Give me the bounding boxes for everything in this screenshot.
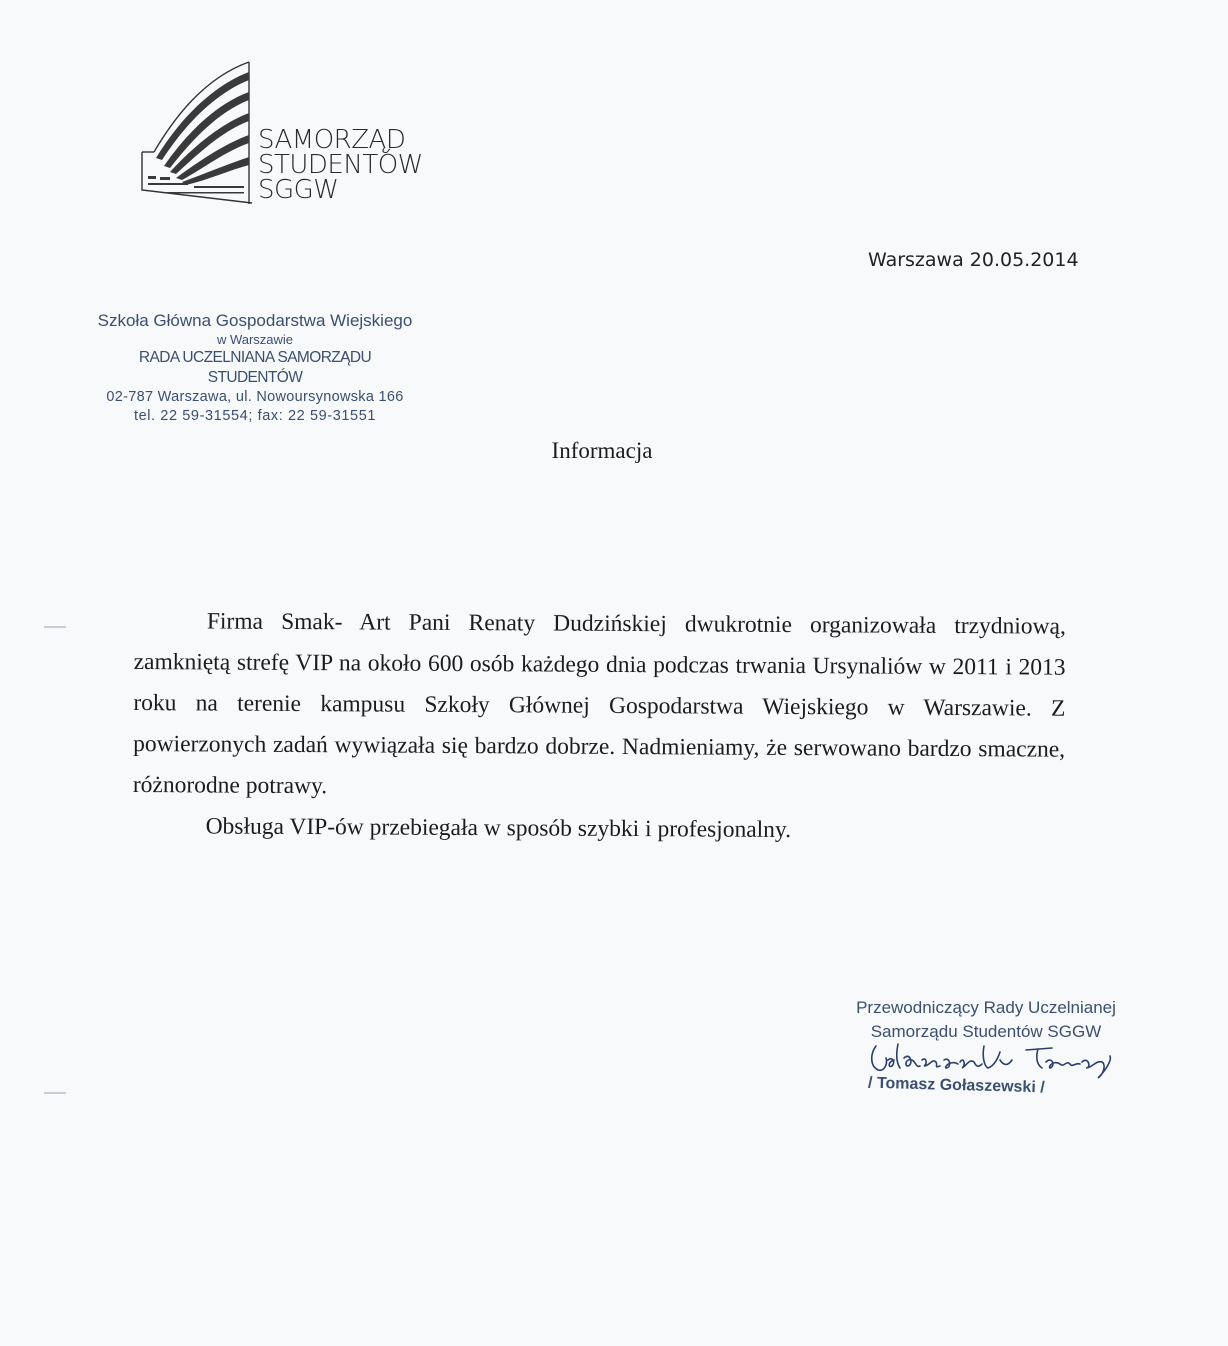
logo-line-3: SGGW (258, 175, 339, 205)
punch-mark (44, 626, 66, 628)
stamp-line-4: 02-787 Warszawa, ul. Nowoursynowska 166 (106, 389, 404, 405)
signature-title-line-2: Samorządu Studentów SGGW (870, 1022, 1102, 1041)
signature-stamp (846, 996, 1126, 1044)
stamp-line-3: RADA UCZELNIANA SAMORZĄDU STUDENTÓW (138, 349, 372, 386)
letter-body (132, 601, 1065, 853)
logo-line-2: STUDENTÓW (258, 150, 423, 180)
stamp-line-5: tel. 22 59-31554; fax: 22 59-31551 (133, 408, 377, 424)
body-paragraph-2: Obsługa VIP-ów przebiegała w sposób szybki i profesjonalny. (205, 813, 792, 844)
building-logo-icon (134, 58, 254, 208)
stamp-line-2: w Warszawie (216, 332, 294, 347)
letter-date: Warszawa 20.05.2014 (868, 249, 1079, 271)
logo-line-1: SAMORZĄD (258, 125, 406, 155)
logo-wordmark (258, 125, 423, 205)
body-paragraph-1: Firma Smak- Art Pani Renaty Dudzińskiej dwukrotnie organizowała trzydniową, zamkniętą strefę VIP na około 600 osób każdego dnia podczas trwania Ursynaliów w 2011 i 2013 roku na terenie kampusu Szkoły Głównej Gospodarstwa Wiejskiego w Warszawie. Z powierzonych zadań wywiązała się bardzo dobrze. Nadmieniamy, że serwowano bardzo smaczne, różnorodne potrawy. (132, 608, 1066, 800)
samorzad-logo (134, 58, 434, 216)
punch-mark (44, 1092, 66, 1094)
signature-title-line-1: Przewodniczący Rady Uczelnianej (856, 998, 1116, 1017)
signatory-name: / Tomasz Gołaszewski / (867, 1074, 1045, 1097)
stamp-line-1: Szkoła Główna Gospodarstwa Wiejskiego (97, 311, 413, 330)
university-stamp (90, 310, 420, 426)
document-title: Informacja (551, 438, 653, 463)
